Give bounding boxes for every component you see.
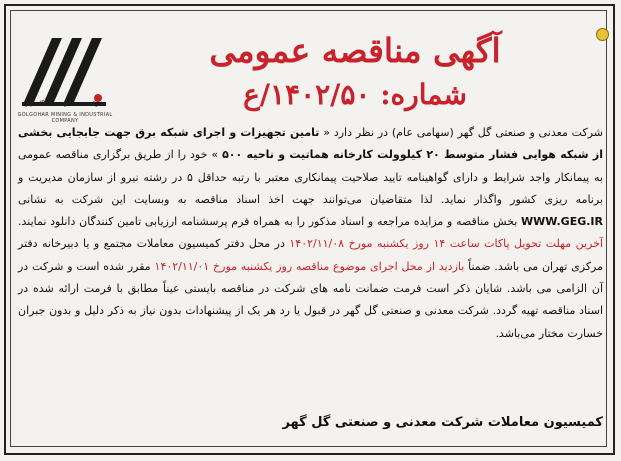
body-conditions: » خود را از طریق برگزاری مناقصه عمومی به پیمانکار واجد شرایط و دارای گواهینامه تایید صلاحیت پیمانکاری معتبر با رتبه حداقل ۵ در رشته نیرو از سازمان مدیریت و برنامه ریزی کشور واگذار نماید. لذا متقاضیان می‌توانند جهت اخذ اسناد مناقصه به وبسایت این شرکت به نشانی bbox=[18, 148, 603, 206]
submission-deadline: آخرین مهلت تحویل پاکات ساعت ۱۴ روز یکشنبه مورخ ۱۴۰۲/۱۱/۰۸ bbox=[289, 237, 603, 251]
tender-number: شماره: ۱۴۰۲/۵۰/ع bbox=[243, 78, 467, 111]
body-intro: شرکت معدنی و صنعتی گل گهر (سهامی عام) در نظر دارد « bbox=[323, 126, 603, 139]
pin-icon bbox=[596, 28, 609, 41]
website-link[interactable]: WWW.GEG.IR bbox=[521, 215, 603, 229]
tender-subject: تامین تجهیزات و اجرای شبکه برق جهت جابجایی بخشی از شبکه هوایی فشار متوسط ۲۰ کیلوولت کارخانه هماتیت و ناحیه ۵۰۰ bbox=[18, 126, 603, 162]
company-logo bbox=[18, 28, 110, 110]
body-location: در محل دفتر کمیسیون معاملات مجتمع و یا دبیرخانه دفتر مرکزی تهران می باشد. ضمناً bbox=[18, 237, 604, 273]
footer-signature: کمیسیون معاملات شرکت معدنی و صنعتی گل گهر bbox=[282, 415, 603, 430]
body-terms: مقرر شده است و شرکت در آن الزامی می باشد. شایان ذکر است فرمت ضمانت نامه های شرکت در مناقصه بایستی عیناً مطابق با فرمت ارائه شده در اسناد مناقصه تهیه گردد. شرکت معدنی و صنعتی گل گهر در قبول یا رد هر یک از پیشنهادات بدون نیاز به ذکر دلیل و بدون جبران خسارت مختار می‌باشد. bbox=[18, 259, 603, 340]
site-visit-date: بازدید از محل اجرای موضوع مناقصه روز یکشنبه مورخ ۱۴۰۲/۱۱/۰۱ bbox=[154, 259, 465, 273]
notice-title: آگهی مناقصه عمومی bbox=[209, 31, 501, 70]
body-download: بخش مناقصه و مزایده مراجعه و اسناد مذکور را به همراه فرم پرسشنامه ارزیابی تامین کنندگان دانلود نمایند. bbox=[18, 215, 518, 229]
notice-body bbox=[18, 122, 603, 345]
logo-company-name-en: GOLGOHAR MINING & INDUSTRIAL COMPANY bbox=[17, 112, 113, 124]
logo-company-name: شرکت معدنی و صنعتی گل گهر bbox=[25, 100, 105, 107]
